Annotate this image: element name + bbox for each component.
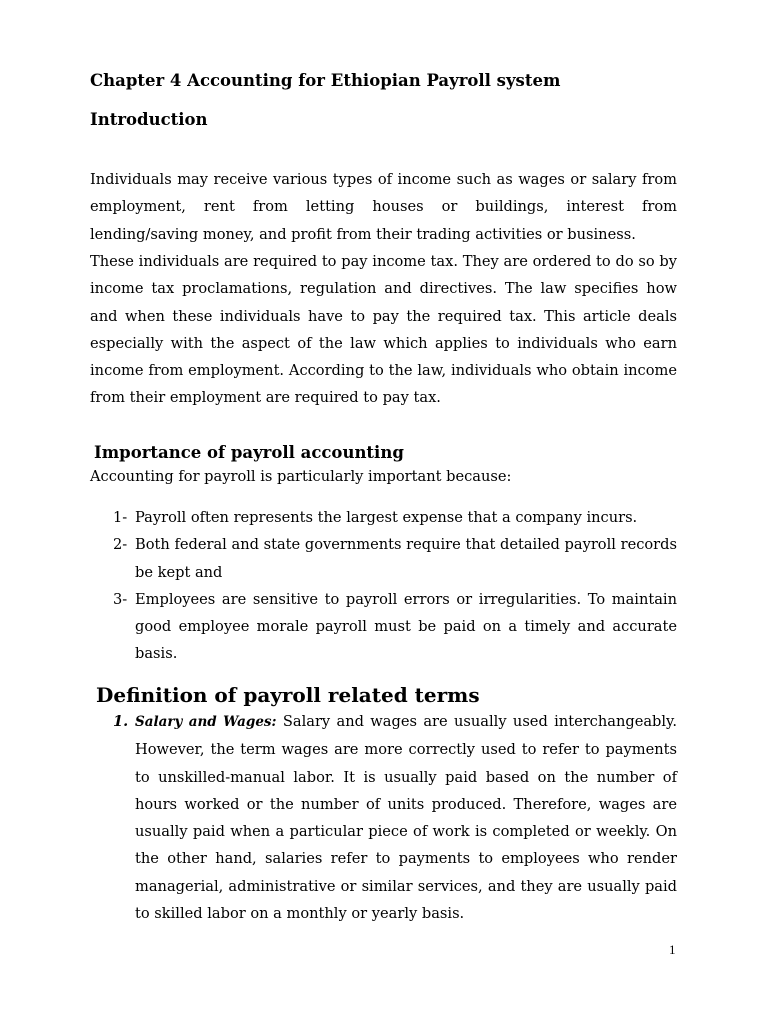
list-item-text: Payroll often represents the largest expense that a company incurs. — [135, 509, 638, 526]
definition-term: Salary and Wages: — [135, 714, 277, 730]
definitions-list — [113, 708, 677, 927]
list-item-text: Employees are sensitive to payroll errors or irregularities. To maintain good employee morale payroll must be paid on a timely and accurate basis. — [135, 590, 677, 663]
introduction-heading: Introduction — [90, 110, 208, 129]
definition-body — [135, 708, 677, 927]
list-item — [113, 586, 677, 668]
chapter-title: Chapter 4 Accounting for Ethiopian Payroll system — [90, 71, 561, 90]
list-item — [113, 504, 677, 531]
page-number: 1 — [669, 942, 676, 957]
definition-text: Salary and wages are usually used interchangeably. However, the term wages are more correctly used to refer to payments to unskilled-manual labor. It is usually paid based on the number of hours worked or the number of units produced. Therefore, wages are usually paid when a particular piece of work is completed or weekly. On the other hand, salaries refer to payments to employees who render managerial, administrative or similar services, and they are usually paid to skilled labor on a monthly or yearly basis. — [135, 713, 677, 923]
definition-item — [113, 708, 677, 927]
list-marker: 2- — [113, 536, 128, 554]
definitions-heading: Definition of payroll related terms — [96, 683, 480, 707]
definition-marker: 1. — [113, 713, 129, 730]
list-item — [113, 531, 677, 586]
list-marker: 1- — [113, 509, 128, 526]
intro-paragraph-2: These individuals are required to pay income tax. They are ordered to do so by income tax proclamations, regulation and directives. The law specifies how and when these individuals have to pay the required tax. This article deals especially with the aspect of the law which applies to individuals who earn income from employment. According to the law, individuals who obtain income from their employment are required to pay tax. — [90, 253, 677, 407]
list-item-text: Both federal and state governments require that detailed payroll records be kept and — [135, 536, 677, 581]
intro-paragraph-1: Individuals may receive various types of income such as wages or salary from employment, rent from letting houses or buildings, interest from lending/saving money, and profit from their trading activities or business. — [90, 171, 677, 243]
list-marker: 3- — [113, 590, 128, 608]
importance-intro: Accounting for payroll is particularly important because: — [90, 468, 512, 485]
importance-list — [113, 504, 677, 668]
importance-heading: Importance of payroll accounting — [94, 443, 404, 462]
